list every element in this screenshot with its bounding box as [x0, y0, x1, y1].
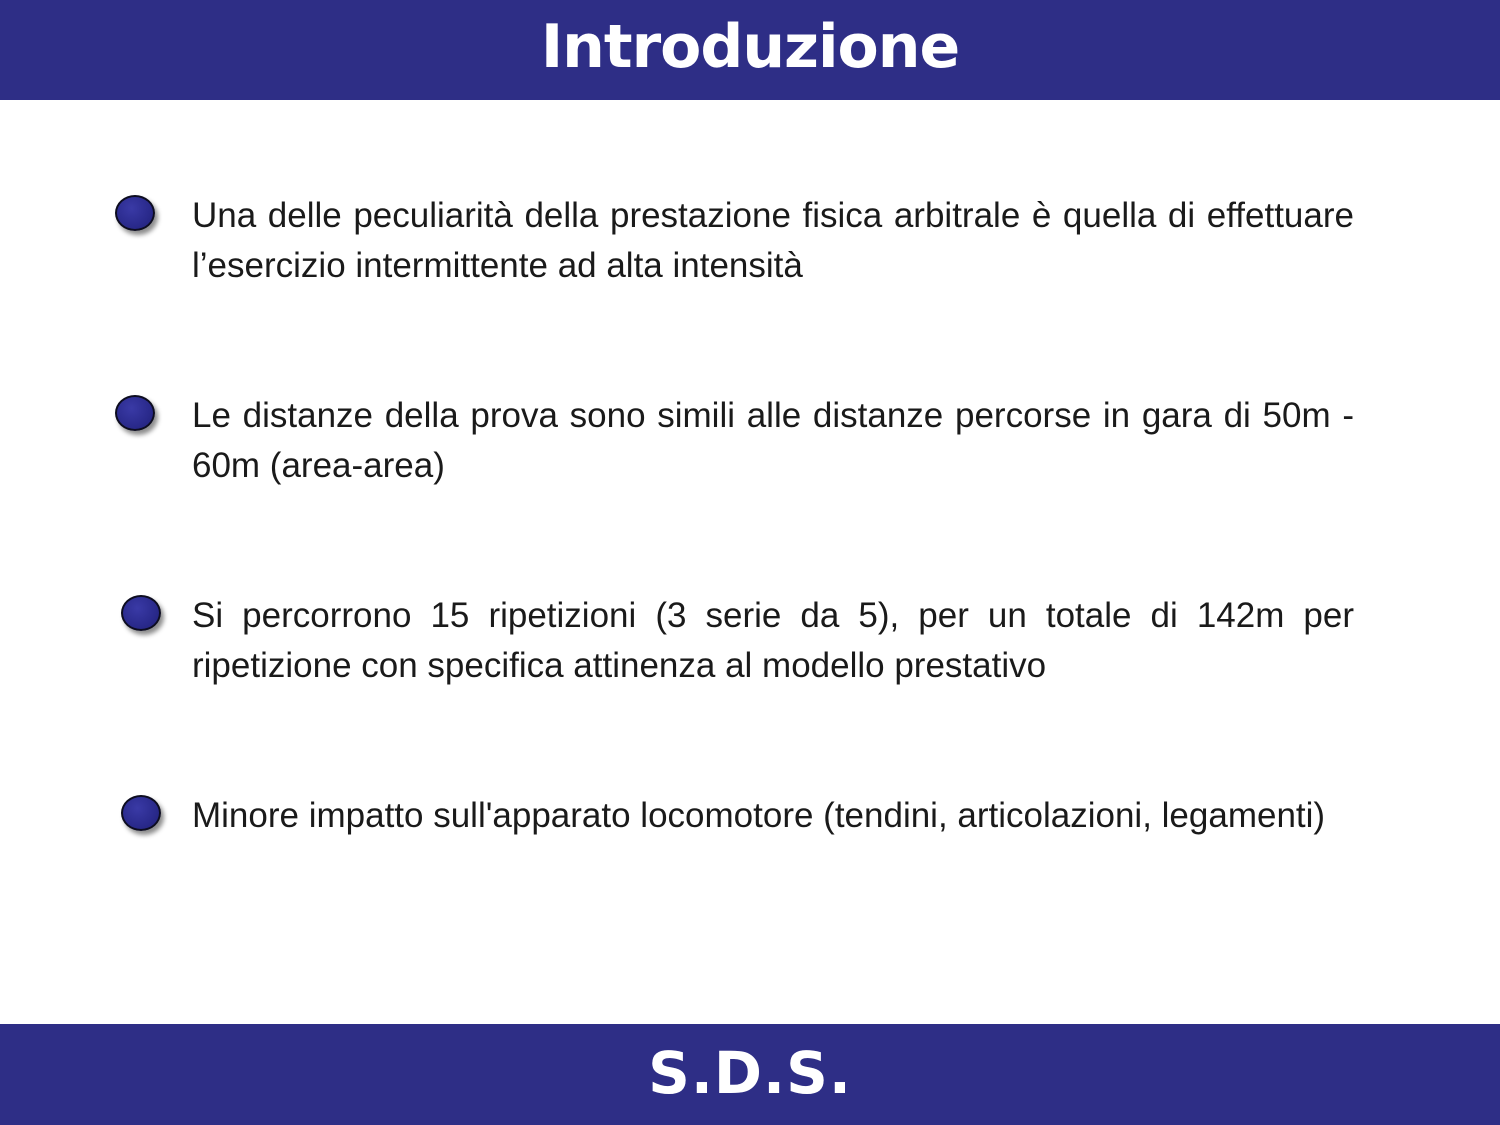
- bullet-text: Le distanze della prova sono simili alle distanze percorse in gara di 50m - 60m (area-area): [192, 396, 1354, 485]
- bullet-dot-icon: [115, 195, 155, 231]
- bullet-dot-icon: [121, 595, 161, 631]
- bullet-dot-icon: [115, 395, 155, 431]
- bullet-dot-icon: [121, 795, 161, 831]
- bullet-text: Si percorrono 15 ripetizioni (3 serie da 5), per un totale di 142m per ripetizione con specifica attinenza al modello prestativo: [192, 596, 1354, 685]
- bullet-text: Minore impatto sull'apparato locomotore (tendini, articolazioni, legamenti): [192, 796, 1326, 835]
- bullet-text: Una delle peculiarità della prestazione fisica arbitrale è quella di effettuare l’esercizio intermittente ad alta intensità: [192, 196, 1354, 285]
- footer-bar: [0, 1024, 1500, 1125]
- slide-title: Introduzione: [540, 12, 960, 82]
- header-bar: [0, 0, 1500, 100]
- footer-label: S.D.S.: [648, 1038, 852, 1107]
